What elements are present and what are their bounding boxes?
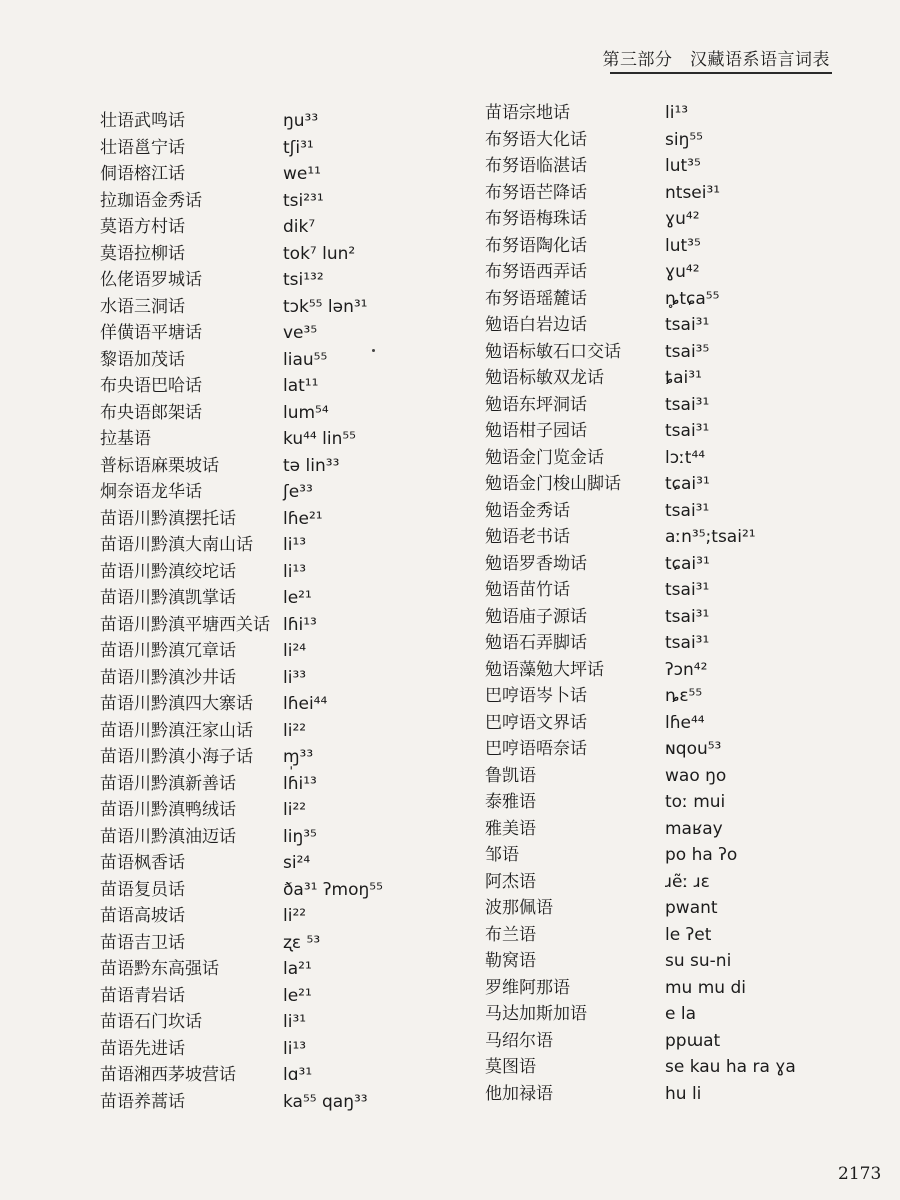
language-name: 阿杰语 <box>485 871 536 892</box>
word-form: mu mu di <box>665 977 746 998</box>
language-name: 苗语黔东高强话 <box>100 959 219 979</box>
word-form: ŋu³³ <box>283 111 319 131</box>
language-name: 布努语梅珠话 <box>485 209 587 229</box>
word-form: ɣu⁴² <box>665 262 700 282</box>
language-name: 侗语榕江话 <box>100 164 185 184</box>
language-name: 苗语养蒿话 <box>100 1091 185 1112</box>
language-name: 苗语川黔滇鸭绒话 <box>100 800 236 820</box>
language-name: 布央语郎架话 <box>100 402 202 423</box>
word-form: lat¹¹ <box>283 376 319 396</box>
language-name: 勉语石弄脚话 <box>485 633 587 653</box>
word-form: hu li <box>665 1083 702 1104</box>
language-name: 炯奈语龙华话 <box>100 482 202 502</box>
word-form: wao ŋo <box>665 765 727 786</box>
word-form: ɱ̩³³ <box>283 747 314 767</box>
language-name: 苗语川黔滇凯掌话 <box>100 588 236 608</box>
language-name: 仫佬语罗城话 <box>100 270 202 290</box>
word-form: ve³⁵ <box>283 323 318 343</box>
word-form: li²² <box>283 720 307 741</box>
language-name: 苗语石门坎话 <box>100 1012 202 1032</box>
language-name: 布努语西弄话 <box>485 262 587 282</box>
word-form: ȵɛ⁵⁵ <box>665 686 703 706</box>
language-name: 莫图语 <box>485 1057 536 1077</box>
language-name: 苗语吉卫话 <box>100 932 185 953</box>
language-name: 马绍尔语 <box>485 1030 553 1051</box>
language-name: 苗语川黔滇油迈话 <box>100 826 236 847</box>
word-form: li¹³ <box>283 535 307 555</box>
language-name: 波那佩语 <box>485 898 553 918</box>
word-form: tɕai³¹ <box>665 474 710 494</box>
language-name: 巴哼语岑卜话 <box>485 686 587 706</box>
word-form: ȵ̥tɕa⁵⁵ <box>665 288 720 309</box>
word-form: le ʔet <box>665 924 712 945</box>
word-form: le²¹ <box>283 588 312 608</box>
word-form: we¹¹ <box>283 164 321 184</box>
word-form: ɹẽː ɹɛ <box>665 871 710 892</box>
word-form: li²² <box>283 906 307 926</box>
language-name: 布努语陶化话 <box>485 235 587 256</box>
word-form: liau⁵⁵ <box>283 349 328 370</box>
word-form: li¹³ <box>283 561 307 582</box>
language-name: 勉语标敏石口交话 <box>485 341 621 362</box>
language-name: 勉语老书话 <box>485 527 570 547</box>
word-form: ȶai³¹ <box>665 368 702 388</box>
language-name: 勉语藻勉大坪话 <box>485 659 604 680</box>
language-name: 苗语川黔滇平塘西关话 <box>100 614 270 635</box>
word-form: aːn³⁵;tsai²¹ <box>665 527 756 547</box>
word-form: li¹³ <box>665 103 689 123</box>
word-form: tə lin³³ <box>283 455 340 476</box>
word-form: tsai³¹ <box>665 500 710 521</box>
header-rule <box>610 72 832 74</box>
word-form: su su-ni <box>665 951 732 971</box>
word-form: si²⁴ <box>283 853 311 873</box>
page-number: 2173 <box>838 1164 882 1184</box>
language-name: 布努语瑶麓话 <box>485 288 587 309</box>
word-form: li²² <box>283 800 307 820</box>
language-name: 佯僙语平塘话 <box>100 323 202 343</box>
word-form: liŋ³⁵ <box>283 826 317 847</box>
word-form: lɦei⁴⁴ <box>283 694 328 714</box>
word-form: tsai³⁵ <box>665 341 710 362</box>
word-form: tsai³¹ <box>665 580 710 600</box>
language-name: 苗语先进话 <box>100 1038 185 1059</box>
word-form: ɴqou⁵³ <box>665 739 722 759</box>
language-name: 苗语川黔滇摆托话 <box>100 508 236 529</box>
language-name: 巴哼语唔奈话 <box>485 739 587 759</box>
word-form: ða³¹ ʔmoŋ⁵⁵ <box>283 879 383 900</box>
word-form: ka⁵⁵ qaŋ³³ <box>283 1091 368 1112</box>
word-form: pwant <box>665 898 718 918</box>
word-form: tsi¹³² <box>283 270 324 290</box>
language-name: 苗语青岩话 <box>100 985 185 1006</box>
word-form: tsai³¹ <box>665 394 710 415</box>
word-form: tɕai³¹ <box>665 553 710 574</box>
language-name: 勉语金秀话 <box>485 500 570 521</box>
word-form: li³¹ <box>283 1012 307 1032</box>
language-name: 黎语加茂话 <box>100 349 185 370</box>
language-name: 马达加斯加语 <box>485 1004 587 1024</box>
language-name: 苗语川黔滇绞坨话 <box>100 561 236 582</box>
word-form: li³³ <box>283 667 307 688</box>
language-name: 勉语金门梭山脚话 <box>485 474 621 494</box>
language-name: 雅美语 <box>485 818 536 839</box>
word-form: toː mui <box>665 792 726 812</box>
language-name: 罗维阿那语 <box>485 977 570 998</box>
language-name: 莫语拉柳话 <box>100 243 185 264</box>
word-form: tsai³¹ <box>665 421 710 441</box>
language-name: 勉语金门览金话 <box>485 447 604 468</box>
language-name: 水语三洞话 <box>100 296 185 317</box>
language-name: 壮语武鸣话 <box>100 111 185 131</box>
language-name: 勉语标敏双龙话 <box>485 368 604 388</box>
word-form: tsai³¹ <box>665 315 710 335</box>
word-form: ʔɔn⁴² <box>665 659 708 680</box>
word-form: tsai³¹ <box>665 606 710 627</box>
word-form: tʃi³¹ <box>283 137 314 158</box>
word-form: ʃe³³ <box>283 482 313 502</box>
language-name: 布兰语 <box>485 924 536 945</box>
running-header: 第三部分 汉藏语系语言词表 <box>602 50 830 70</box>
word-form: dik⁷ <box>283 217 316 237</box>
language-name: 苗语宗地话 <box>485 103 570 123</box>
word-form: ku⁴⁴ lin⁵⁵ <box>283 429 356 449</box>
language-name: 苗语川黔滇四大寨话 <box>100 694 253 714</box>
language-name: 苗语复员话 <box>100 879 185 900</box>
language-name: 鲁凯语 <box>485 765 536 786</box>
language-name: 邹语 <box>485 845 519 865</box>
language-name: 苗语川黔滇大南山话 <box>100 535 253 555</box>
word-form: li²⁴ <box>283 641 307 661</box>
language-name: 壮语邕宁话 <box>100 137 185 158</box>
word-form: lum⁵⁴ <box>283 402 329 423</box>
language-name: 勉语白岩边话 <box>485 315 587 335</box>
language-name: 勉语苗竹话 <box>485 580 570 600</box>
language-name: 布央语巴哈话 <box>100 376 202 396</box>
language-name: 勉语东坪洞话 <box>485 394 587 415</box>
language-name: 拉珈语金秀话 <box>100 190 202 211</box>
language-name: 普标语麻栗坡话 <box>100 455 219 476</box>
word-form: po ha ʔo <box>665 845 738 865</box>
language-name: 布努语临湛话 <box>485 156 587 176</box>
word-form: e la <box>665 1004 697 1024</box>
word-form: lɑ³¹ <box>283 1065 313 1085</box>
word-form: lɦe⁴⁴ <box>665 712 705 733</box>
word-form: tok⁷ lun² <box>283 243 356 264</box>
word-form: la²¹ <box>283 959 312 979</box>
language-name: 苗语枫香话 <box>100 853 185 873</box>
language-name: 苗语湘西茅坡营话 <box>100 1065 236 1085</box>
language-name: 苗语川黔滇小海子话 <box>100 747 253 767</box>
language-name: 苗语川黔滇冗章话 <box>100 641 236 661</box>
word-form: ppɯat <box>665 1030 721 1051</box>
language-name: 勉语柑子园话 <box>485 421 587 441</box>
language-name: 布努语芒降话 <box>485 182 587 203</box>
word-form: le²¹ <box>283 985 312 1006</box>
word-form: tsi²³¹ <box>283 190 324 211</box>
word-form: ɣu⁴² <box>665 209 700 229</box>
word-form: siŋ⁵⁵ <box>665 129 703 150</box>
language-name: 勉语庙子源话 <box>485 606 587 627</box>
word-form: lut³⁵ <box>665 235 701 256</box>
word-form: lɔːt⁴⁴ <box>665 447 706 468</box>
language-name: 莫语方村话 <box>100 217 185 237</box>
language-name: 勉语罗香坳话 <box>485 553 587 574</box>
word-form: lɦi¹³ <box>283 773 317 794</box>
word-form: tɔk⁵⁵ lən³¹ <box>283 296 368 317</box>
stray-dot <box>372 349 375 352</box>
word-form: se kau ha ra ɣa <box>665 1057 796 1077</box>
language-name: 泰雅语 <box>485 792 536 812</box>
word-form: lut³⁵ <box>665 156 701 176</box>
word-form: tsai³¹ <box>665 633 710 653</box>
language-name: 他加禄语 <box>485 1083 553 1104</box>
language-name: 勒窝语 <box>485 951 536 971</box>
language-name: 苗语川黔滇汪家山话 <box>100 720 253 741</box>
language-name: 苗语高坡话 <box>100 906 185 926</box>
word-form: maʁay <box>665 818 723 839</box>
language-name: 巴哼语文界话 <box>485 712 587 733</box>
language-name: 布努语大化话 <box>485 129 587 150</box>
word-form: lɦe²¹ <box>283 508 323 529</box>
word-form: lɦi¹³ <box>283 614 317 635</box>
word-form: ʐɛ ⁵³ <box>283 932 321 953</box>
word-form: ntsei³¹ <box>665 182 721 203</box>
language-name: 苗语川黔滇新善话 <box>100 773 236 794</box>
word-form: li¹³ <box>283 1038 307 1059</box>
language-name: 拉基语 <box>100 429 151 449</box>
language-name: 苗语川黔滇沙井话 <box>100 667 236 688</box>
